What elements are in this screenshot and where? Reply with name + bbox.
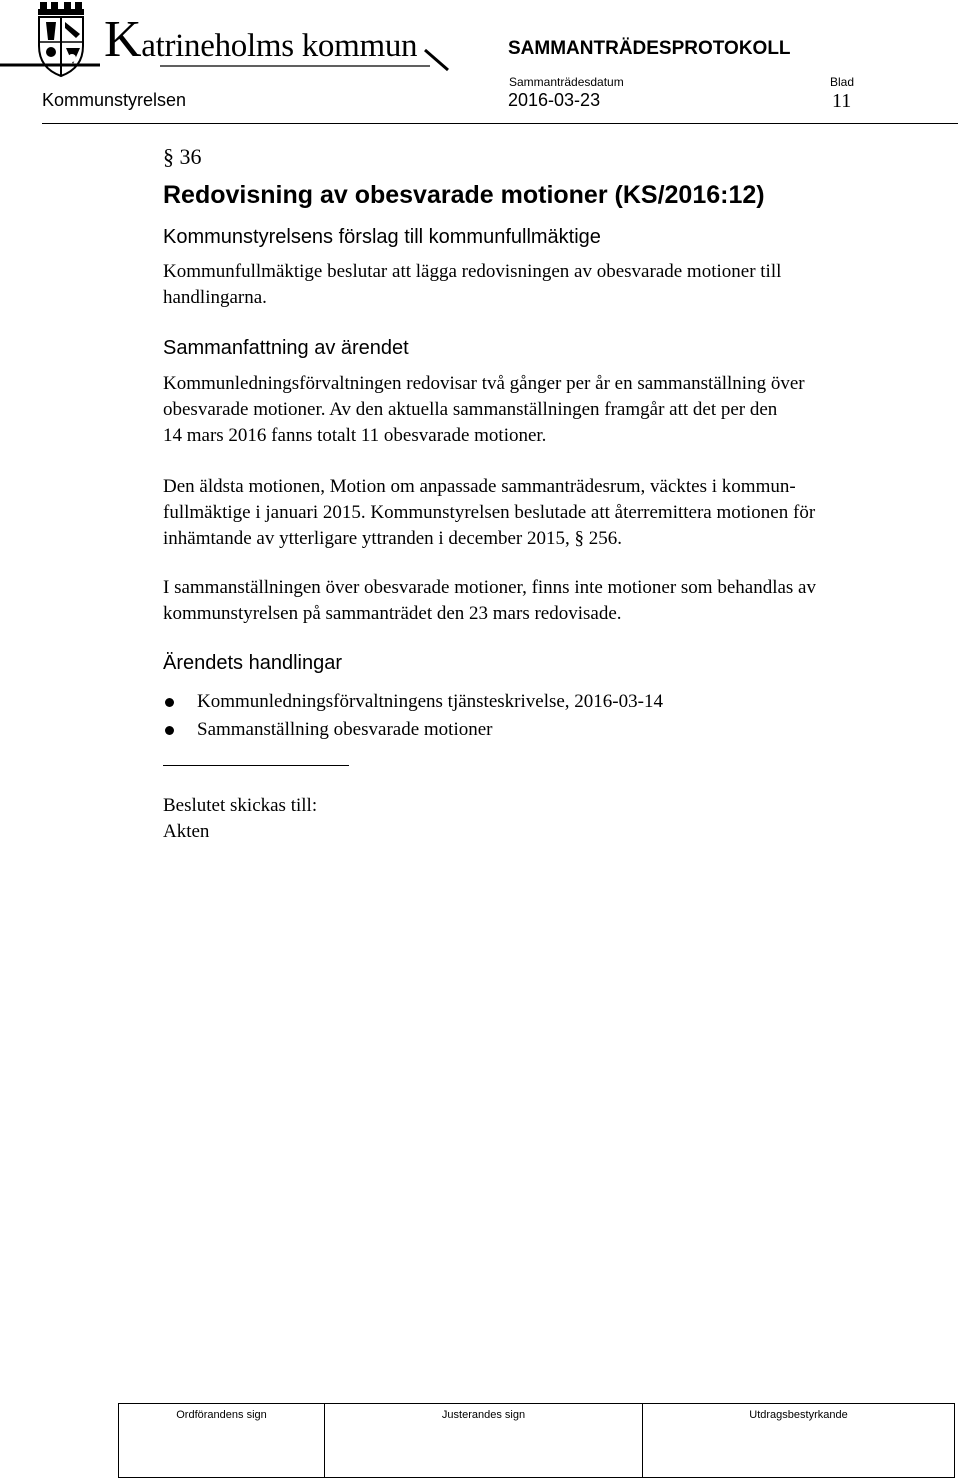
proposal-text-line: handlingarna. xyxy=(163,287,267,308)
list-item xyxy=(163,688,663,716)
summary-line: inhämtande av ytterligare yttranden i december 2015, § 256. xyxy=(163,528,623,549)
signature-label: Utdragsbestyrkande xyxy=(749,1409,848,1421)
list-item xyxy=(163,716,663,744)
meeting-date: 2016-03-23 xyxy=(508,90,601,110)
summary-paragraph-2 xyxy=(163,474,923,552)
proposal-text-line: Kommunfullmäktige beslutar att lägga redovisningen av obesvarade motioner till xyxy=(163,261,782,282)
signature-label: Ordförandens sign xyxy=(176,1409,267,1421)
proposal-heading: Kommunstyrelsens förslag till kommunfullmäktige xyxy=(163,226,601,248)
signature-box xyxy=(118,1403,955,1478)
signature-cell-chair xyxy=(119,1404,325,1477)
summary-line: kommunstyrelsen på sammanträdet den 23 mars redovisade. xyxy=(163,603,622,624)
bullet-icon xyxy=(165,726,174,735)
documents-list xyxy=(163,688,663,744)
proposal-text xyxy=(163,259,923,311)
signature-cell-adjuster xyxy=(325,1404,643,1477)
summary-line: 14 mars 2016 fanns totalt 11 obesvarade motioner. xyxy=(163,425,547,446)
signature-cell-certification xyxy=(643,1404,954,1477)
summary-line: Den äldsta motionen, Motion om anpassade sammanträdesrum, väcktes i kommun- xyxy=(163,476,796,497)
summary-line: Kommunledningsförvaltningen redovisar två gånger per år en sammanställning över xyxy=(163,373,805,394)
summary-line: fullmäktige i januari 2015. Kommunstyrelsen beslutade att återremittera motionen för xyxy=(163,502,816,523)
summary-heading: Sammanfattning av ärendet xyxy=(163,337,409,359)
section-divider xyxy=(163,765,349,766)
summary-paragraph-1 xyxy=(163,371,923,449)
protocol-title: SAMMANTRÄDESPROTOKOLL xyxy=(508,38,791,59)
municipality-name: atrineholms kommun xyxy=(141,28,418,64)
document-label: Kommunledningsförvaltningens tjänsteskrivelse, 2016-03-14 xyxy=(197,691,663,712)
distribution-recipient: Akten xyxy=(163,821,210,842)
summary-line: I sammanställningen över obesvarade motioner, finns inte motioner som behandlas av xyxy=(163,577,816,598)
page-number-label: Blad xyxy=(830,75,855,89)
municipality-name-logo: Katrineholms kommun xyxy=(104,11,418,68)
organization-name: Kommunstyrelsen xyxy=(42,90,187,110)
signature-label: Justerandes sign xyxy=(441,1409,526,1421)
summary-line: obesvarade motioner. Av den aktuella sammanställningen framgår att det per den xyxy=(163,399,778,420)
documents-heading: Ärendets handlingar xyxy=(163,652,343,674)
section-number: § 36 xyxy=(163,144,202,169)
logo-swoosh-underline xyxy=(0,40,460,76)
summary-paragraph-3 xyxy=(163,575,923,627)
header-divider xyxy=(42,123,958,124)
bullet-icon xyxy=(165,698,174,707)
distribution-label: Beslutet skickas till: xyxy=(163,795,318,816)
page-number: 11 xyxy=(832,90,852,112)
item-title: Redovisning av obesvarade motioner (KS/2016:12) xyxy=(163,181,765,209)
document-label: Sammanställning obesvarade motioner xyxy=(197,719,493,740)
meeting-date-label: Sammanträdesdatum xyxy=(509,75,624,89)
